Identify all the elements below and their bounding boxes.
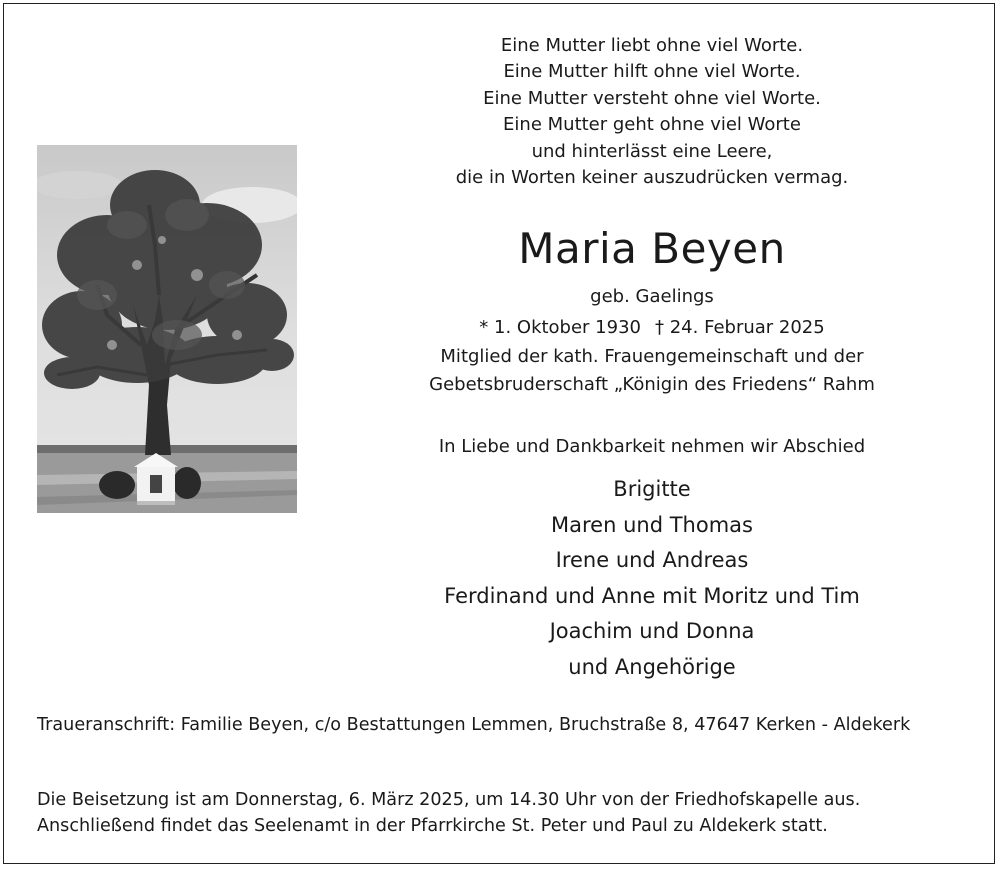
poem-line: Eine Mutter hilft ohne viel Worte. [503, 61, 801, 83]
poem-line: die in Worten keiner auszudrücken vermag. [455, 167, 849, 189]
life-dates [380, 312, 924, 343]
membership-line: Mitglied der kath. Frauengemeinschaft und der [440, 346, 864, 367]
deceased-name: Maria Beyen [518, 224, 786, 273]
mourner: Ferdinand und Anne mit Moritz und Tim [444, 583, 860, 608]
tree-photo [37, 145, 297, 513]
farewell-text: In Liebe und Dankbarkeit nehmen wir Abschied [438, 436, 866, 457]
mourning-address: Traueranschrift: Familie Beyen, c/o Bestattungen Lemmen, Bruchstraße 8, 47647 Kerken - Aldekerk [37, 715, 911, 735]
poem-line: Eine Mutter versteht ohne viel Worte. [483, 87, 821, 109]
mourner: und Angehörige [568, 654, 736, 679]
mourner: Maren und Thomas [551, 512, 753, 537]
membership-line: Gebetsbruderschaft „Königin des Friedens“ Rahm [429, 374, 875, 395]
birth-date: * 1. Oktober 1930 [479, 317, 641, 338]
mourner: Irene und Andreas [555, 548, 749, 572]
poem [400, 33, 904, 191]
service-line: Anschließend findet das Seelenamt in der Pfarrkirche St. Peter und Paul zu Aldekerk statt. [37, 816, 828, 836]
mourners-list [380, 472, 924, 685]
poem-line: Eine Mutter geht ohne viel Worte [503, 114, 801, 136]
death-date: † 24. Februar 2025 [655, 317, 825, 338]
deceased-details [380, 281, 924, 399]
service-line: Die Beisetzung ist am Donnerstag, 6. März 2025, um 14.30 Uhr von der Friedhofskapelle aus. [37, 790, 861, 810]
birth-name: geb. Gaelings [590, 286, 714, 307]
poem-line: Eine Mutter liebt ohne viel Worte. [500, 35, 804, 56]
mourner: Joachim und Donna [549, 619, 755, 643]
poem-line: und hinterlässt eine Leere, [531, 140, 773, 162]
mourner: Brigitte [613, 477, 691, 501]
funeral-service [37, 787, 977, 839]
